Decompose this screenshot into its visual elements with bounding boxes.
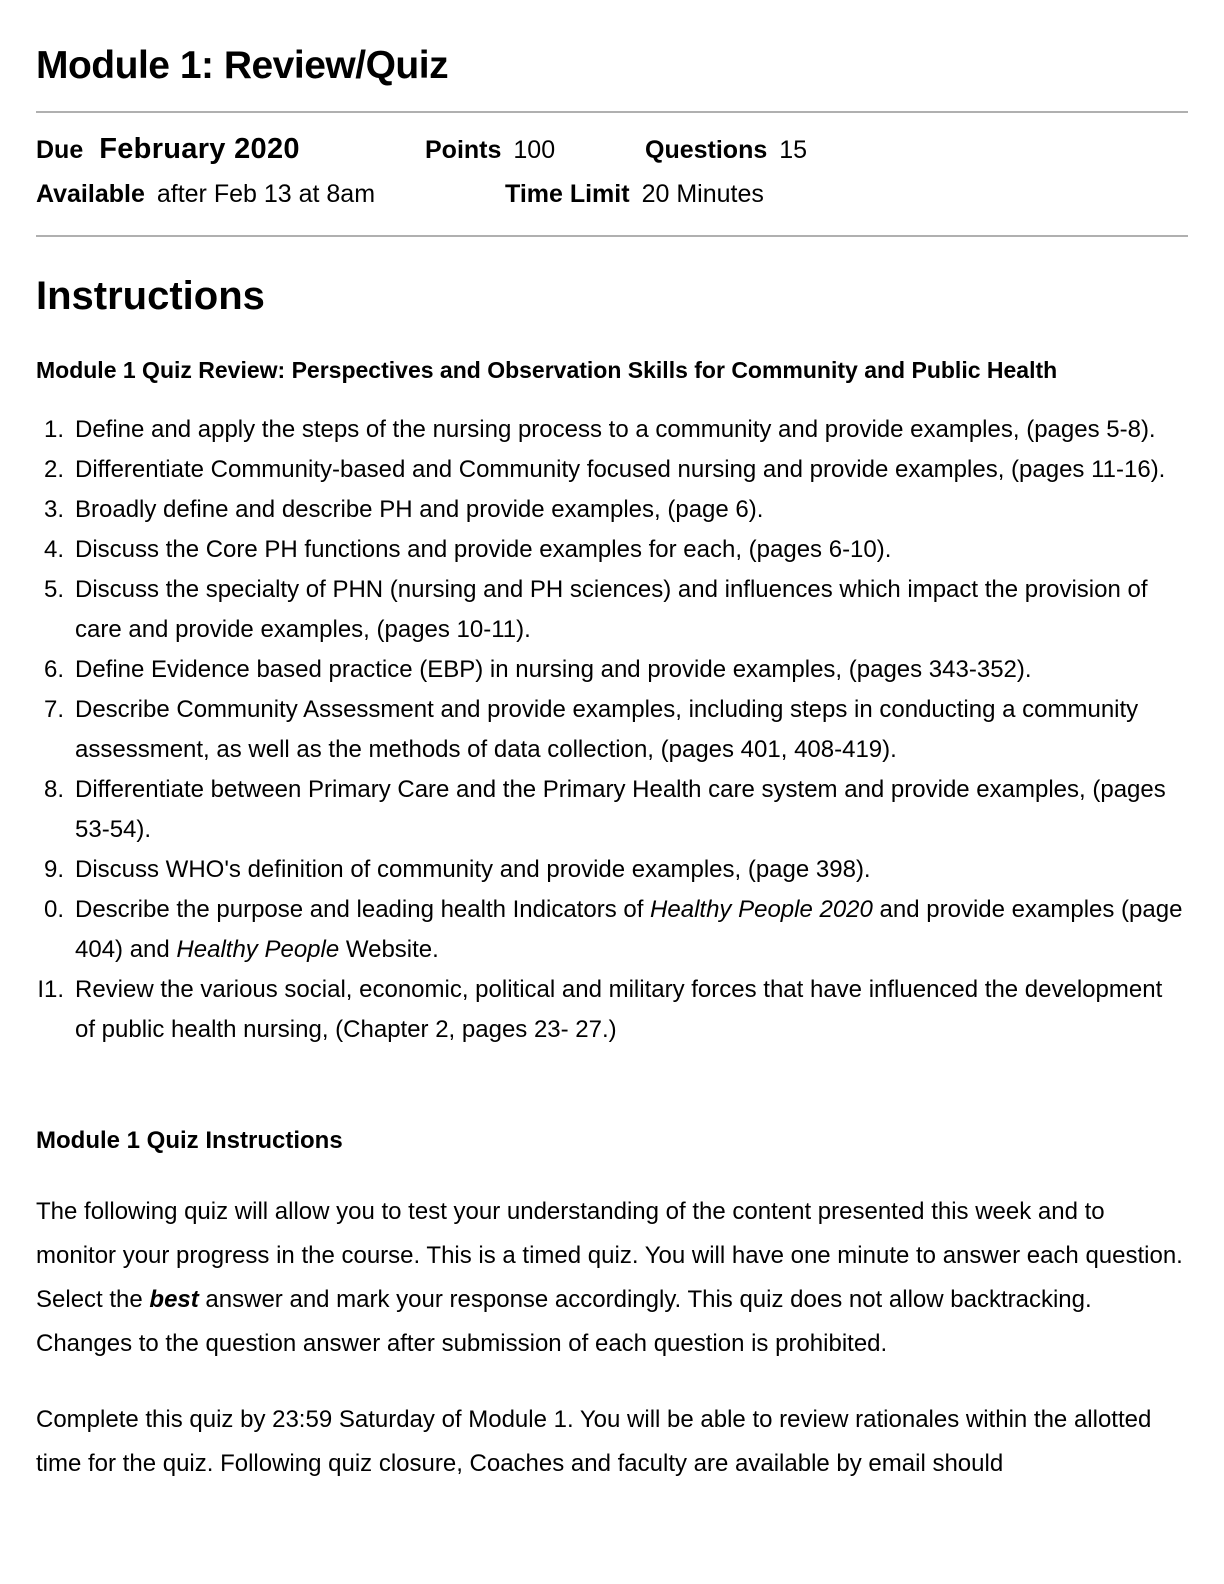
meta-due	[36, 133, 425, 166]
objective-text	[75, 890, 1188, 970]
points-value: 100	[513, 135, 556, 164]
objective-marker: 1.	[43, 416, 64, 444]
due-label: Due	[36, 135, 84, 164]
objective-text-segment: and provide examples (page 404) and	[75, 896, 1183, 964]
objective-marker: 4.	[43, 536, 64, 564]
objective-text: Differentiate Community-based and Community focused nursing and provide examples, (pages 11-16).	[75, 456, 1166, 484]
healthy-people-2020-italic: Healthy People 2020	[650, 896, 873, 924]
questions-label: Questions	[645, 135, 768, 164]
objective-marker: 8.	[43, 776, 64, 804]
available-label: Available	[36, 179, 145, 208]
objective-item-3	[36, 490, 1188, 530]
best-emphasis: best	[149, 1286, 199, 1314]
objective-item-9	[36, 850, 1188, 890]
objective-item-11	[36, 970, 1188, 1050]
objective-marker: I1.	[37, 976, 64, 1004]
paragraph-text-segment: The following quiz will allow you to test your understanding of the content presented this week and to monitor your progress in the course. This is a timed quiz. You will have one minute to answer each question. Select the	[36, 1198, 1183, 1314]
meta-available	[36, 180, 505, 209]
objective-text-segment: Describe the purpose and leading health Indicators of	[75, 896, 651, 924]
objective-text: Discuss WHO's definition of community and provide examples, (page 398).	[75, 856, 871, 884]
divider-bottom	[36, 235, 1188, 237]
objective-text: Discuss the specialty of PHN (nursing and PH sciences) and influences which impact the provision of care and provide examples, (pages 10-11).	[75, 576, 1148, 644]
meta-time-limit	[505, 180, 764, 209]
objective-item-5	[36, 570, 1188, 650]
available-value: after Feb 13 at 8am	[156, 179, 376, 208]
quiz-instructions-heading: Module 1 Quiz Instructions	[36, 1127, 343, 1155]
objective-marker: 9.	[43, 856, 64, 884]
objective-text: Define and apply the steps of the nursing process to a community and provide examples, (pages 5-8).	[75, 416, 1156, 444]
objective-text: Broadly define and describe PH and provide examples, (page 6).	[75, 496, 764, 524]
objective-text: Describe Community Assessment and provide examples, including steps in conducting a community assessment, as well as the methods of data collection, (pages 401, 408-419).	[75, 696, 1139, 764]
objective-item-6	[36, 650, 1188, 690]
meta-row-1	[36, 133, 1188, 166]
paragraph-text-segment: answer and mark your response accordingly. This quiz does not allow backtracking. Changes to the question answer after submission of each question is prohibited.	[36, 1286, 1092, 1358]
objective-marker: 0.	[43, 896, 64, 924]
questions-value: 15	[779, 135, 808, 164]
objective-item-8	[36, 770, 1188, 850]
objective-item-4	[36, 530, 1188, 570]
meta-points	[425, 136, 645, 165]
quiz-metadata	[36, 113, 1188, 235]
objective-text: Differentiate between Primary Care and the Primary Health care system and provide examples, (pages 53-54).	[75, 776, 1166, 844]
quiz-instructions-paragraph-1	[36, 1190, 1188, 1366]
objective-marker: 7.	[43, 696, 64, 724]
time-limit-label: Time Limit	[505, 179, 630, 208]
objective-item-1	[36, 410, 1188, 450]
due-value: February 2020	[99, 132, 300, 165]
points-label: Points	[425, 135, 502, 164]
objectives-list	[36, 410, 1188, 1050]
objective-text: Review the various social, economic, political and military forces that have influenced the development of public health nursing, (Chapter 2, pages 23- 27.)	[75, 976, 1163, 1044]
objective-text-segment: Website.	[339, 936, 439, 964]
objective-text: Define Evidence based practice (EBP) in nursing and provide examples, (pages 343-352).	[75, 656, 1032, 684]
objective-item-10	[36, 890, 1188, 970]
quiz-review-heading: Module 1 Quiz Review: Perspectives and Observation Skills for Community and Public Health	[36, 356, 1058, 383]
objective-marker: 5.	[43, 576, 64, 604]
objective-item-7	[36, 690, 1188, 770]
objective-marker: 3.	[43, 496, 64, 524]
objective-item-2	[36, 450, 1188, 490]
objective-text: Discuss the Core PH functions and provide examples for each, (pages 6-10).	[75, 536, 892, 564]
time-limit-value: 20 Minutes	[641, 179, 764, 208]
meta-questions	[645, 136, 807, 165]
page-title: Module 1: Review/Quiz	[36, 44, 449, 87]
instructions-heading: Instructions	[36, 273, 265, 318]
healthy-people-italic: Healthy People	[176, 936, 340, 964]
quiz-instructions-paragraph-2: Complete this quiz by 23:59 Saturday of Module 1. You will be able to review rationales within the allotted time for the quiz. Following quiz closure, Coaches and faculty are available by email should	[36, 1406, 1152, 1478]
objective-marker: 2.	[43, 456, 64, 484]
objective-marker: 6.	[43, 656, 64, 684]
meta-row-2	[36, 180, 1188, 209]
